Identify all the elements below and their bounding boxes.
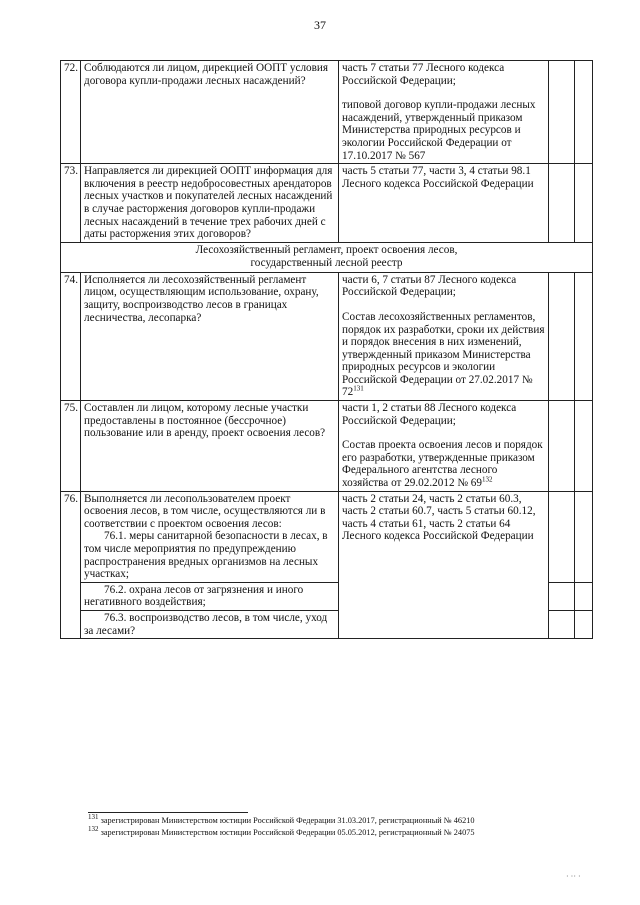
answer-cell xyxy=(549,401,575,492)
section-heading-line: Лесохозяйственный регламент, проект освоения лесов, xyxy=(195,243,458,256)
answer-cell xyxy=(549,582,575,610)
note-cell xyxy=(575,582,593,610)
answer-cell xyxy=(549,164,575,243)
answer-cell xyxy=(549,61,575,164)
table-row xyxy=(61,272,593,400)
sub-question: 76.3. воспроизводство лесов, в том числе, уход за лесами? xyxy=(81,610,339,638)
footnote-divider xyxy=(88,812,248,813)
law-reference: часть 5 статьи 77, части 3, 4 статьи 98.1 Лесного кодекса Российской Федерации xyxy=(342,165,534,190)
question-cell xyxy=(81,491,339,582)
checklist-table xyxy=(60,60,593,639)
note-cell xyxy=(575,401,593,492)
row-number: 72. xyxy=(61,61,81,164)
law-reference: часть 2 статьи 24, часть 2 статьи 60.3, часть 2 статьи 60.7, часть 5 статьи 60.12, часть 4 статьи 61, часть 2 статьи 64 Лесного кодекса Российской Федерации xyxy=(342,492,536,543)
question-cell: Направляется ли дирекцией ООПТ информация для включения в реестр недобросовестных арендаторов лесных участков и покупателей лесных насаждений в случае расторжения договоров купли-продажи лесных насаждений в течение трех рабочих дней с даты расторжения этих договоров? xyxy=(81,164,339,243)
law-reference: Состав проекта освоения лесов и порядок его разработки, утвержденные приказом Федерального агентства лесного хозяйства от 29.02.2012 № $69^{132}$ xyxy=(342,439,543,490)
table-row xyxy=(61,164,593,243)
footnote-ref: 131 xyxy=(353,384,364,393)
note-cell xyxy=(575,272,593,400)
sub-question: 76.2. охрана лесов от загрязнения и иного негативного воздействия; xyxy=(81,582,339,610)
law-reference: типовой договор купли-продажи лесных насаждений, утвержденный приказом Министерства природных ресурсов и экологии Российской Федерации от 17.10.2017 № 567 xyxy=(342,99,536,162)
footnote: $^{131}$ зарегистрирован Министерством юстиции Российской Федерации 31.03.2017, регистрационный № 46210 xyxy=(88,813,475,825)
question-cell: Соблюдаются ли лицом, дирекцией ООПТ условия договора купли-продажи лесных насаждений? xyxy=(81,61,339,164)
sub-question: 76.1. меры санитарной безопасности в лесах, в том числе мероприятия по предупреждению распространения вредных организмов на лесных участках; xyxy=(84,530,328,581)
table-row xyxy=(61,61,593,164)
page-number: 37 xyxy=(314,18,326,32)
row-number: 76. xyxy=(61,491,81,639)
footnote: $^{132}$ зарегистрирован Министерством юстиции Российской Федерации 05.05.2012, регистрационный № 24075 xyxy=(88,825,475,837)
law-reference: часть 7 статьи 77 Лесного кодекса Российской Федерации; xyxy=(342,62,505,87)
section-row xyxy=(61,242,593,272)
law-cell xyxy=(339,164,549,243)
note-cell xyxy=(575,491,593,582)
question-text: Выполняется ли лесопользователем проект освоения лесов, в том числе, осуществляются ли в соответствии с проектом освоения лесов: xyxy=(84,492,326,530)
law-cell xyxy=(339,61,549,164)
law-reference: части 6, 7 статьи 87 Лесного кодекса Российской Федерации; xyxy=(342,273,517,299)
table-row xyxy=(61,401,593,492)
question-cell: Исполняется ли лесохозяйственный регламент лицом, осуществляющим использование, охрану, защиту, воспроизводство лесов в границах лесничества, лесопарка? xyxy=(81,272,339,400)
law-cell xyxy=(339,491,549,639)
note-cell xyxy=(575,610,593,638)
section-heading xyxy=(61,242,593,272)
answer-cell xyxy=(549,491,575,582)
answer-cell xyxy=(549,272,575,400)
answer-cell xyxy=(549,610,575,638)
scan-marks: · ·· · xyxy=(566,872,581,881)
row-number: 75. xyxy=(61,401,81,492)
law-reference: части 1, 2 статьи 88 Лесного кодекса Российской Федерации; xyxy=(342,402,517,427)
footnote-ref: 132 xyxy=(482,475,493,484)
section-heading-line: государственный лесной реестр xyxy=(250,257,403,270)
row-number: 73. xyxy=(61,164,81,243)
law-reference: Состав лесохозяйственных регламентов, порядок их разработки, сроки их действия и порядок внесения в них изменений, утвержденный приказом Министерства природных ресурсов и экологии Российской Федерации от 27.02.2017 № $72^{131}$ xyxy=(342,310,545,399)
note-cell xyxy=(575,164,593,243)
law-cell xyxy=(339,272,549,400)
table-row xyxy=(61,491,593,582)
question-cell: Составлен ли лицом, которому лесные участки предоставлены в постоянное (бессрочное) пользование или в аренду, проект освоения лесов? xyxy=(81,401,339,492)
row-number: 74. xyxy=(61,272,81,400)
footnotes xyxy=(88,812,608,839)
note-cell xyxy=(575,61,593,164)
law-cell xyxy=(339,401,549,492)
